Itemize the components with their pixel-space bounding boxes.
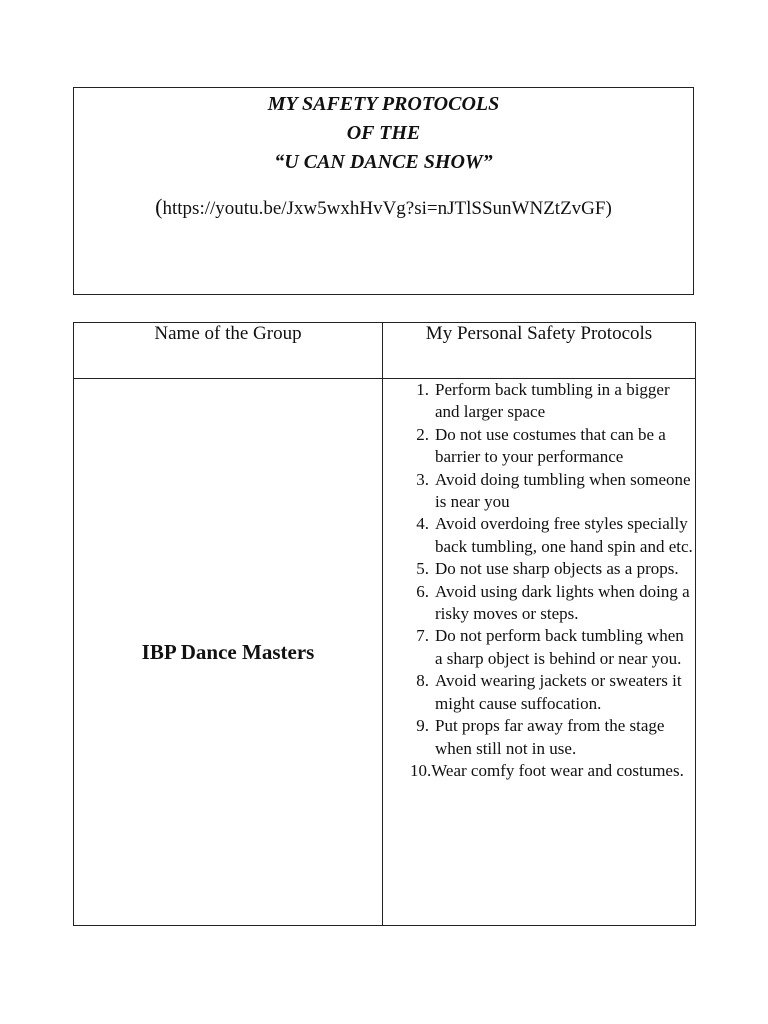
list-item-text: Do not use sharp objects as a props. xyxy=(435,559,679,579)
link-close-paren: ) xyxy=(605,198,612,219)
protocol-list xyxy=(383,379,695,782)
list-item-number: 6. xyxy=(416,581,429,601)
list-item-text: Avoid overdoing free styles specially back tumbling, one hand spin and etc. xyxy=(435,514,693,556)
list-item-number: 5. xyxy=(416,559,429,579)
list-item xyxy=(383,625,695,670)
video-link-line xyxy=(74,194,693,222)
list-item-text: Wear comfy foot wear and costumes. xyxy=(431,760,684,780)
col-header-group-name: Name of the Group xyxy=(74,323,383,379)
list-item-number: 3. xyxy=(416,469,429,489)
list-item-text: Do not perform back tumbling when a sharp object is behind or near you. xyxy=(435,626,684,668)
link-open-paren: ( xyxy=(155,194,163,219)
list-item xyxy=(383,379,695,424)
list-item xyxy=(383,760,695,782)
list-item xyxy=(383,513,695,558)
list-item-number: 4. xyxy=(416,514,429,534)
title-line-1: MY SAFETY PROTOCOLS xyxy=(267,93,500,115)
list-item-number: 1. xyxy=(416,380,429,399)
list-item xyxy=(383,558,695,580)
list-item-number: 10. xyxy=(410,760,432,780)
video-link[interactable]: https://youtu.be/Jxw5wxhHvVg?si=nJTlSSunWNZtZvGF xyxy=(162,198,606,219)
list-item-text: Avoid using dark lights when doing a risky moves or steps. xyxy=(435,581,690,624)
list-item-number: 2. xyxy=(416,424,429,444)
title-line-3: “U CAN DANCE SHOW” xyxy=(274,151,493,173)
protocols-table xyxy=(73,322,696,926)
list-item-number: 9. xyxy=(416,716,429,736)
col-header-safety-protocols: My Personal Safety Protocols xyxy=(383,323,696,379)
list-item xyxy=(383,670,695,715)
list-item-text: Avoid doing tumbling when someone is near you xyxy=(435,469,691,512)
list-item xyxy=(383,715,695,760)
title-line-2: OF THE xyxy=(346,122,421,144)
list-item-text: Perform back tumbling in a bigger and larger space xyxy=(435,380,670,422)
list-item-text: Do not use costumes that can be a barrier to your performance xyxy=(435,424,666,467)
protocols-cell xyxy=(383,379,696,926)
group-name: IBP Dance Masters xyxy=(74,379,383,926)
list-item-number: 8. xyxy=(416,671,429,691)
list-item-text: Avoid wearing jackets or sweaters it might cause suffocation. xyxy=(435,671,682,713)
list-item xyxy=(383,424,695,469)
table-row xyxy=(74,379,696,926)
table-header-row xyxy=(74,323,696,379)
list-item xyxy=(383,469,695,514)
list-item-number: 7. xyxy=(416,626,429,646)
title-box xyxy=(73,87,694,295)
list-item xyxy=(383,581,695,626)
list-item-text: Put props far away from the stage when still not in use. xyxy=(435,716,665,758)
